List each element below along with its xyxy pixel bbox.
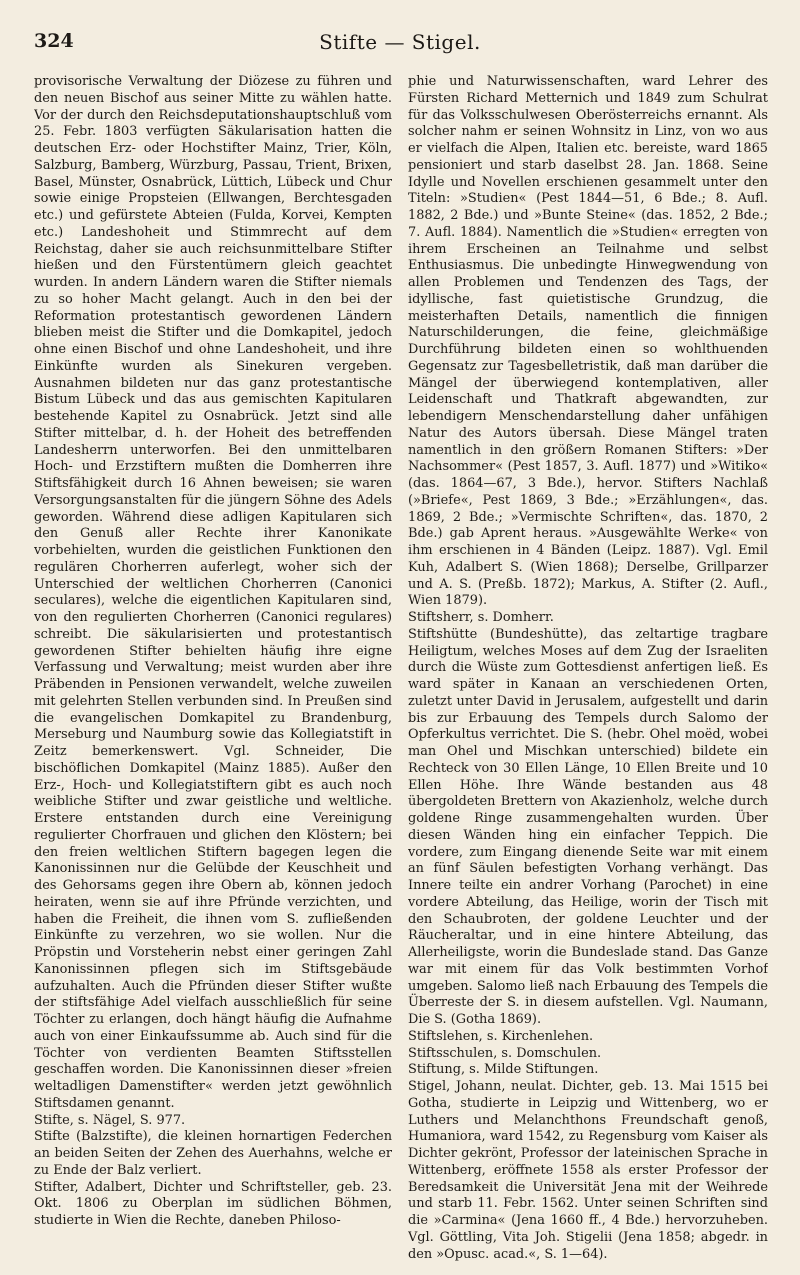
page-header	[34, 30, 766, 60]
entry-stiftsherr: Stiftsherr, s. Domherr.	[408, 610, 554, 625]
entry-stift-continuation: provisorische Verwaltung der Diözese zu führen und den neuen Bischof aus seiner Mitte zu wählen hatte. Vor der durch den Reichsdeputationshauptschluß vom 25. Febr. 1803 verfügten Säkularisation hatten die deutschen Erz- oder Hochstifter Mainz, Trier, Köln, Salzburg, Bamberg, Würzburg, Passau, Trient, Brixen, Basel, Münster, Osnabrück, Lüttich, Lübeck und Chur sowie einige Propsteien (Ellwangen, Berchtesgaden etc.) und gefürstete Abteien (Fulda, Korvei, Kempten etc.) Landeshoheit und Stimmrecht auf dem Reichstag, daher sie auch reichsunmittelbare Stifter hießen und den Fürstentümern gleich geachtet wurden. In andern Ländern waren die Stifter niemals zu so hoher Macht gelangt. Auch in den bei der Reformation protestantisch gewordenen Ländern blieben meist die Stifter und die Domkapitel, jedoch ohne einen Bischof und ohne Landeshoheit, und ihre Einkünfte wurden als Sinekuren vergeben. Ausnahmen bildeten nur das ganz protestantische Bistum Lübeck und das aus gemischten Kapitularen bestehende Kapitel zu Osnabrück. Jetzt sind alle Stifter mittelbar, d. h. der Hoheit des betreffenden Landesherrn unterworfen. Bei den unmittelbaren Hoch- und Erzstiftern mußten die Domherren ihre Stiftsfähigkeit durch 16 Ahnen beweisen; sie waren Versorgungsanstalten für die jüngern Söhne des Adels geworden. Während diese adligen Kapitularen sich den Genuß aller Rechte ihrer Kanonikate vorbehielten, wurden die geistlichen Funktionen den regulären Chorherren auferlegt, woher sich der Unterschied der weltlichen Chorherren (Canonici seculares), welche die eigentlichen Kapitularen sind, von den regulierten Chorherren (Canonici regulares) schreibt. Die säkularisierten und protestantisch gewordenen Stifter behielten häufig ihre eigne Verfassung und Verwaltung; meist wurden aber ihre Präbenden in Pensionen verwandelt, welche zuweilen mit gelehrten Stellen verbunden sind. In Preußen sind die evangelischen Domkapitel zu Brandenburg, Merseburg und Naumburg sowie das Kollegiatstift in Zeitz bemerkenswert. Vgl. Schneider, Die bischöflichen Domkapitel (Mainz 1885). Außer den Erz-, Hoch- und Kollegiatstiftern gibt es auch noch weibliche Stifter und zwar geistliche und weltliche. Erstere entstanden durch eine Vereinigung regulierter Chorfrauen und glichen den Klöstern; bei den freien weltlichen Stiftern bagegen legen die Kanonissinnen nur die Gelübde der Keuschheit und des Gehorsams gegen ihre Obern ab, können jedoch heiraten, wenn sie auf ihre Pfründe verzichten, und haben die Freiheit, die ihnen vom S. zufließenden Einkünfte zu verzehren, wo sie wollen. Nur die Pröpstin und Vorsteherin nebst einer geringen Zahl Kanonissinnen pflegen sich im Stiftsgebäude aufzuhalten. Auch die Pfründen dieser Stifter wußte der stiftsfähige Adel vielfach ausschließlich für seine Töchter zu erlangen, doch hängt häufig die Aufnahme auch von einer Einkaufssumme ab. Auch sind für die Töchter von verdienten Beamten Stiftsstellen geschaffen worden. Die Kanonissinnen dieser »freien weltadligen Damenstifter« werden jetzt gewöhnlich Stiftsdamen genannt.	[34, 74, 392, 1111]
running-title: Stifte — Stigel.	[319, 30, 481, 54]
entry-stigel: Stigel, Johann, neulat. Dichter, geb. 13. Mai 1515 bei Gotha, studierte in Leipzig und Wittenberg, wo er Luthers und Melanchthons Freundschaft genoß, Humaniora, ward 1542, zu Regensburg vom Kaiser als Dichter gekrönt, Professor der lateinischen Sprache in Wittenberg, eröffnete 1558 als erster Professor der Beredsamkeit die Universität Jena mit der Weihrede und starb 11. Febr. 1562. Unter seinen Schriften sind die »Carmina« (Jena 1660 ff., 4 Bde.) hervorzuheben. Vgl. Göttling, Vita Joh. Stigelii (Jena 1858; abgedr. in den »Opusc. acad.«, S. 1—64).	[408, 1079, 768, 1262]
entry-stiftsschulen: Stiftsschulen, s. Domschulen.	[408, 1045, 602, 1061]
page-number: 324	[34, 30, 74, 52]
right-column	[408, 74, 768, 1264]
entry-stiftshuette: Stiftshütte (Bundeshütte), das zeltartige tragbare Heiligtum, welches Moses auf dem Zug der Israeliten durch die Wüste zum Gottesdienst anfertigen ließ. Es ward später in Kanaan an verschiedenen Orten, zuletzt unter David in Jerusalem, aufgestellt und darin bis zur Erbauung des Tempels durch Salomo der Opferkultus verrichtet. Die S. (hebr. Ohel moëd, wobei man Ohel und Mischkan unterschied) bildete ein Rechteck von 30 Ellen Länge, 10 Ellen Breite und 10 Ellen Höhe. Ihre Wände bestanden aus 48 übergoldeten Brettern von Akazienholz, welche durch goldene Ringe zusammengehalten wurden. Über diesen Wänden hing ein einfacher Teppich. Die vordere, zum Eingang dienende Seite war mit einem an fünf Säulen befestigten Vorhang verhängt. Das Innere teilte ein andrer Vorhang (Parochet) in eine vordere Abteilung, das Heilige, worin der Tisch mit den Schaubroten, der goldene Leuchter und der Räucheraltar, und in eine hintere Abteilung, das Allerheiligste, worin die Bundeslade stand. Das Ganze war mit einem für das Volk bestimmten Vorhof umgeben. Salomo ließ nach Erbauung des Tempels die Überreste der S. in diesem aufstellen. Vgl. Naumann, Die S. (Gotha 1869).	[408, 626, 768, 1027]
entry-stiftslehen: Stiftslehen, s. Kirchenlehen.	[408, 1028, 594, 1044]
left-column	[34, 74, 392, 1264]
entry-stiftung: Stiftung, s. Milde Stiftungen.	[408, 1062, 599, 1078]
entry-stifter-continuation: phie und Naturwissenschaften, ward Lehrer des Fürsten Richard Metternich und 1849 zum Schulrat für das Volksschulwesen Oberösterreichs ernannt. Als solcher nahm er seinen Wohnsitz in Linz, von wo aus er vielfach die Alpen, Italien etc. bereiste, ward 1865 pensioniert und starb daselbst 28. Jan. 1868. Seine Idylle und Novellen erschienen gesammelt unter den Titeln: »Studien« (Pest 1844—51, 6 Bde.; 8. Aufl. 1882, 2 Bde.) und »Bunte Steine« (das. 1852, 2 Bde.; 7. Aufl. 1884). Namentlich die »Studien« erregten von ihrem Erscheinen an Teilnahme und selbst Enthusiasmus. Die unbedingte Hinwegwendung von allen Problemen und Tendenzen des Tags, der idyllische, fast quietistische Grundzug, die meisterhaften Details, namentlich die finnigen Naturschilderungen, die feine, gleichmäßige Durchführung bildeten einen so wohlthuenden Gegensatz zur Tagesbelletristik, daß man darüber die Mängel der überwiegend kontemplativen, aller Leidenschaft und Thatkraft abgewandten, zur lebendigern Menschendarstellung daher unfähigen Natur des Autors übersah. Diese Mängel traten namentlich in den größern Romanen Stifters: »Der Nachsommer« (Pest 1857, 3. Aufl. 1877) und »Witiko« (das. 1864—67, 3 Bde.), hervor. Stifters Nachlaß (»Briefe«, Pest 1869, 3 Bde.; »Erzählungen«, das. 1869, 2 Bde.; »Vermischte Schriften«, das. 1870, 2 Bde.) gab Aprent heraus. »Ausgewählte Werke« von ihm erschienen in 4 Bänden (Leipz. 1887). Vgl. Emil Kuh, Adalbert S. (Wien 1868); Derselbe, Grillparzer und A. S. (Preßb. 1872); Markus, A. Stifter (2. Aufl., Wien 1879).	[408, 74, 768, 609]
entry-stifte-naegel: Stifte, s. Nägel, S. 977.	[34, 1112, 186, 1128]
entry-stifter-adalbert: Stifter, Adalbert, Dichter und Schriftsteller, geb. 23. Okt. 1806 zu Oberplan im südlichen Böhmen, studierte in Wien die Rechte, daneben Philoso-	[34, 1179, 392, 1228]
entry-stifte-balzstifte: Stifte (Balzstifte), die kleinen hornartigen Federchen an beiden Seiten der Zehen des Auerhahns, welche er zu Ende der Balz verliert.	[34, 1129, 392, 1178]
